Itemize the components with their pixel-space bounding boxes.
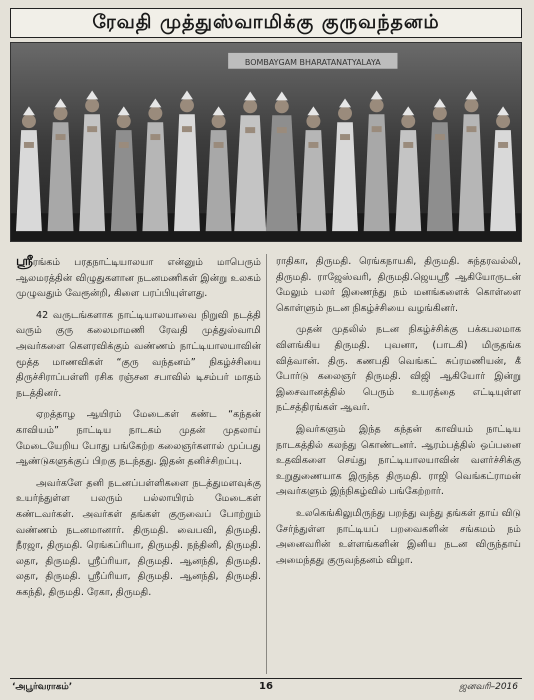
paragraph-5: ராதிகா, திருமதி. ரெங்கநாயகி, திருமதி. சுந்தரவல்லி, திருமதி. ராஜேஸ்வரி, திருமதி.ஜெயஸ்ரீ ஆகியோருடன் மேலும் பலர் இணைந்து நம் மனங்களைக் கொள்ளை கொள்ளும் நடன நிகழ்ச்சியை வழங்கினர். (276, 256, 521, 314)
drop-cap: ஸ்ரீ (16, 254, 33, 269)
column-divider (266, 254, 267, 674)
article-column-left (16, 254, 261, 606)
paragraph-8: உலகெங்கிலுமிருந்து பறந்து வந்து தங்கள் தாய் விடு சேர்ந்துள்ள நாட்டியப் பறவைகளின் சங்கமம் நம் அனைவரின் உள்ளங்களின் இனிய நடன விருந்தாய் அமைந்தது குருவந்தனம் விழா. (276, 507, 521, 566)
issue-date: ஜனவரி–2016 (459, 682, 518, 692)
paragraph-2: 42 வருடங்களாக நாட்டியாலயாவை நிறுவி நடத்தி வரும் குரு கலைமாமணி ரேவதி முத்துஸ்வாமி அவர்களை கௌரவிக்கும் வண்ணம் நாட்டியாலயாவின் மூத்த மாணவிகள் “குரு வந்தனம்” நிகழ்ச்சியை திருச்சிராப்பள்ளி ரசிக ரஞ்சன சபாவில் டிசம்பர் மாதம் நடத்தினர். (16, 309, 261, 399)
paragraph-6: முதன் முதலில் நடன நிகழ்ச்சிக்கு பக்கபலமாக விளங்கிய திருமதி. புவனா, (பாடகி) மிருதங்க வித்வான். திரு. கணபதி வெங்கட் சுப்ரமணியன், கீ போர்டு கலைஞர் திருமதி. விஜி ஆகியோர் இன்று இசைவானத்தில் பெரும் உயரத்தை எட்டியுள்ள நட்சத்திரங்கள் ஆவர். (276, 324, 521, 414)
group-photo (10, 42, 522, 242)
article-title: ரேவதி முத்துஸ்வாமிக்கு குருவந்தனம் (92, 10, 440, 33)
paragraph-3: ஏறத்தாழ ஆயிரம் மேடைகள் கண்ட “கந்தன் காவியம்” நாட்டிய நாடகம் முதன் முதலாய் மேடையேறிய போது பங்கேற்ற கலைஞர்களால் முப்பது ஆண்டுகளுக்குப் பிறகு நடந்தது. இதன் தனிச்சிறப்பு. (16, 409, 261, 468)
article-column-right (276, 254, 521, 574)
group-photo-illustration (11, 43, 521, 241)
page-number: 16 (259, 681, 273, 692)
paragraph-4: அவர்களே தனி நடனப்பள்ளிகளை நடத்துமளவுக்கு உயர்ந்துள்ள பலரும் பல்லாயிரம் மேடைகள் கண்டவர்கள். அவர்கள் தங்கள் குருவைப் போற்றும் வண்ணம் நடனமானார். திருமதி. வைபவி, திருமதி. நீரஜா, திருமதி. ரெங்கப்ரியா, திருமதி. நந்தினி, திருமதி. லதா, திருமதி. ஸ்ரீப்ரியா, திருமதி. ஆனந்தி, திருமதி. லதா, திருமதி. ஸ்ரீப்ரியா, திருமதி. ஆனந்தி, திருமதி. சுகந்தி, திருமதி. ரேகா, திருமதி. (16, 477, 261, 598)
page-footer (10, 678, 522, 697)
article-title-box (10, 8, 522, 38)
magazine-name: ‘அபூர்வராகம்’ (12, 682, 73, 692)
paragraph-7: இவர்களும் இந்த கந்தன் காவியம் நாட்டிய நாடகத்தில் கலந்து கொண்டனர். ஆரம்பத்தில் ஒப்பனை உதவிகளை செய்து நாட்டியாலயாவின் வளர்ச்சிக்கு உறுதுணையாக இருந்த திருமதி. ராஜி வெங்கட்ராமன் அவர்களும் இந்நிகழ்வில் பங்கேற்றார். (276, 423, 521, 498)
stage-banner-text: BOMBAYGAM BHARATANATYALAYA (244, 57, 381, 67)
paragraph-1: ஸ்ரீரங்கம் பரதநாட்டியாலயா என்னும் மாபெரும் ஆலமரத்தின் விழுதுகளான நடனமணிகள் இன்று உலகம் முழுவதும் வேரூன்றி, கிளை பரப்பியுள்ளது. (16, 254, 261, 300)
